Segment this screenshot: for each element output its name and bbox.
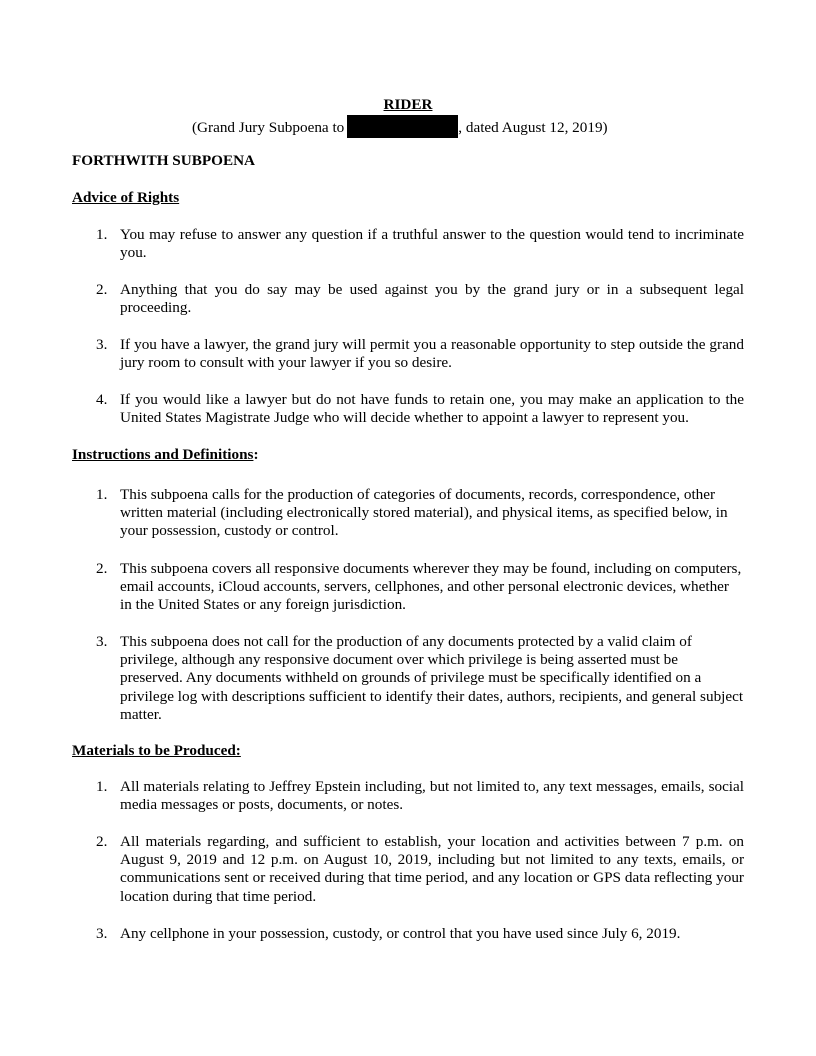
redaction-bar <box>347 115 458 138</box>
materials-item <box>96 925 744 943</box>
item-number: 1. <box>96 226 108 243</box>
item-number: 1. <box>96 778 108 795</box>
item-number: 2. <box>96 560 108 577</box>
materials-item <box>96 778 744 814</box>
item-text: You may refuse to answer any question if a truthful answer to the question would tend to incriminate you. <box>120 226 744 262</box>
item-text: If you have a lawyer, the grand jury will permit you a reasonable opportunity to step outside the grand jury room to consult with your lawyer if you so desire. <box>120 336 744 372</box>
instruction-item <box>96 560 744 615</box>
subtitle-suffix: , dated August 12, 2019) <box>458 119 608 136</box>
advice-item <box>96 391 744 427</box>
item-number: 4. <box>96 391 108 408</box>
item-text: Any cellphone in your possession, custody, or control that you have used since July 6, 2019. <box>120 925 681 942</box>
item-number: 1. <box>96 486 108 503</box>
subtitle-prefix: (Grand Jury Subpoena to <box>192 119 345 136</box>
instructions-heading-colon: : <box>253 446 259 463</box>
item-text: All materials regarding, and sufficient to establish, your location and activities between 7 p.m. on August 9, 2019 and 12 p.m. on August 10, 2019, including but not limited to any texts, emails, or communications sent or received during that time period, and any location or GPS data reflecting your location during that time period. <box>120 833 744 905</box>
item-text: This subpoena calls for the production of categories of documents, records, correspondence, other written material (including electronically stored material), and physical items, as specified below, in your possession, custody or control. <box>120 486 728 540</box>
item-text: This subpoena does not call for the production of any documents protected by a valid claim of privilege, although any responsive document over which privilege is being asserted must be preserved. Any documents withheld on grounds of privilege must be specifically identified on a privilege log with descriptions sufficient to identify their dates, authors, recipients, and general subject matter. <box>120 633 744 723</box>
instruction-item <box>96 486 744 541</box>
item-text: Anything that you do say may be used against you by the grand jury or in a subsequent legal proceeding. <box>120 281 744 317</box>
item-number: 3. <box>96 925 108 942</box>
instruction-item <box>96 633 744 724</box>
instructions-heading-text: Instructions and Definitions <box>72 446 254 463</box>
item-number: 2. <box>96 833 108 850</box>
materials-item <box>96 833 744 906</box>
item-number: 3. <box>96 633 108 650</box>
item-text: If you would like a lawyer but do not have funds to retain one, you may make an application to the United States Magistrate Judge who will decide whether to appoint a lawyer to represent you. <box>120 391 744 427</box>
materials-heading <box>72 742 241 760</box>
instructions-heading <box>72 446 259 464</box>
advice-of-rights-heading <box>72 189 179 207</box>
materials-heading-text: Materials to be Produced: <box>72 742 241 759</box>
item-text: This subpoena covers all responsive documents wherever they may be found, including on computers, email accounts, iCloud accounts, servers, cellphones, and other personal electronic devices, whether in the United States or any foreign jurisdiction. <box>120 560 742 614</box>
advice-item <box>96 281 744 317</box>
subpoena-subtitle <box>192 115 608 138</box>
item-number: 3. <box>96 336 108 353</box>
advice-heading-text: Advice of Rights <box>72 189 180 206</box>
advice-item <box>96 226 744 262</box>
document-title: RIDER <box>383 96 433 113</box>
item-text: All materials relating to Jeffrey Epstein including, but not limited to, any text messages, emails, social media messages or posts, documents, or notes. <box>120 778 744 814</box>
advice-item <box>96 336 744 372</box>
item-number: 2. <box>96 281 108 298</box>
forthwith-heading: FORTHWITH SUBPOENA <box>72 152 256 169</box>
